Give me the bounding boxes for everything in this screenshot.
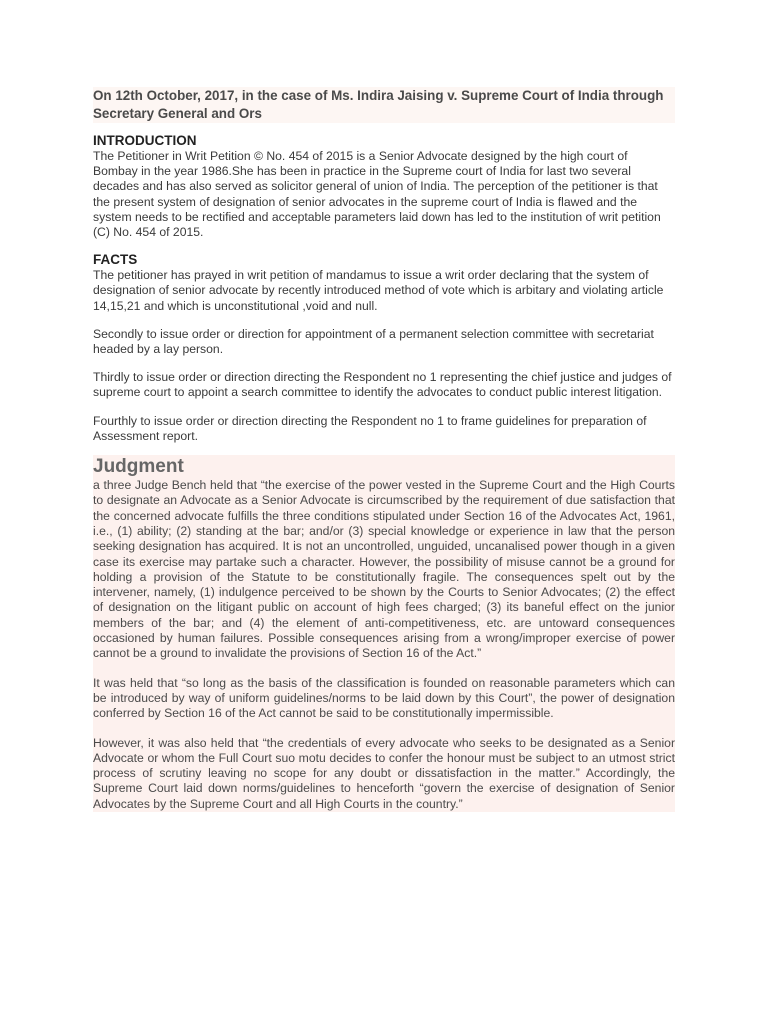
judgment-section	[93, 455, 675, 812]
facts-paragraph: Fourthly to issue order or direction directing the Respondent no 1 to frame guidelines for preparation of Assessment report.	[93, 413, 647, 443]
introduction-section	[93, 133, 675, 240]
facts-paragraph: Thirdly to issue order or direction directing the Respondent no 1 representing the chief justice and judges of supreme court to appoint a search committee to identify the advocates to conduct public interest litigation.	[93, 370, 672, 400]
judgment-paragraph: It was held that “so long as the basis of the classification is founded on reasonable parameters which can be introduced by way of uniform guidelines/norms to be laid down by this Court”, the power of designation conferred by Section 16 of the Act cannot be said to be constitutionally impermissible.	[93, 675, 675, 721]
judgment-paragraph: However, it was also held that “the credentials of every advocate who seeks to be designated as a Senior Advocate or whom the Full Court suo motu decides to confer the honour must be subject to an utmost strict process of scrutiny leaving no scope for any doubt or dissatisfaction in the matter.” Accordingly, the Supreme Court laid down norms/guidelines to henceforth “govern the exercise of designation of Senior Advocates by the Supreme Court and all High Courts in the country.”	[93, 735, 675, 811]
judgment-heading: Judgment	[93, 456, 184, 478]
facts-section	[93, 252, 675, 444]
document-body	[93, 87, 675, 812]
case-title: On 12th October, 2017, in the case of Ms. Indira Jaising v. Supreme Court of India through Secretary General and Ors	[93, 87, 675, 123]
facts-paragraph: The petitioner has prayed in writ petition of mandamus to issue a writ order declaring that the system of designation of senior advocate by recently introduced method of vote which is arbitary and violating article 14,15,21 and which is unconstitutional ,void and null.	[93, 268, 664, 313]
facts-heading: FACTS	[93, 252, 138, 268]
facts-paragraph: Secondly to issue order or direction for appointment of a permanent selection committee with secretariat headed by a lay person.	[93, 326, 654, 357]
judgment-paragraph: a three Judge Bench held that “the exercise of the power vested in the Supreme Court and the High Courts to designate an Advocate as a Senior Advocate is circumscribed by the requirement of due satisfaction that the concerned advocate fulfills the three conditions stipulated under Section 16 of the Advocates Act, 1961, i.e., (1) ability; (2) standing at the bar; and/or (3) special knowledge or experience in law that the person seeking designation has acquired. It is not an uncontrolled, unguided, uncanalised power though in a given case its exercise may partake such a character. However, the possibility of misuse cannot be a ground for holding a provision of the Statute to be constitutionally fragile. The consequences spelt out by the intervener, namely, (1) indulgence perceived to be shown by the Courts to Senior Advocates; (2) the effect of designation on the litigant public on account of high fees charged; (3) its baneful effect on the junior members of the bar; and (4) the element of anti-competitiveness, etc. are untoward consequences occasioned by human failures. Possible consequences arising from a wrong/improper exercise of power cannot be a ground to invalidate the provisions of Section 16 of the Act.”	[93, 478, 675, 661]
introduction-text: The Petitioner in Writ Petition © No. 454 of 2015 is a Senior Advocate designed by the high court of Bombay in the year 1986.She has been in practice in the Supreme court of India for last two several decades and has also served as solicitor general of union of India. The perception of the petitioner is that the present system of designation of senior advocates in the supreme court of India is flawed and the system needs to be rectified and acceptable parameters laid down has led to the institution of writ petition (C) No. 454 of 2015.	[93, 149, 661, 240]
introduction-heading: INTRODUCTION	[93, 133, 197, 148]
